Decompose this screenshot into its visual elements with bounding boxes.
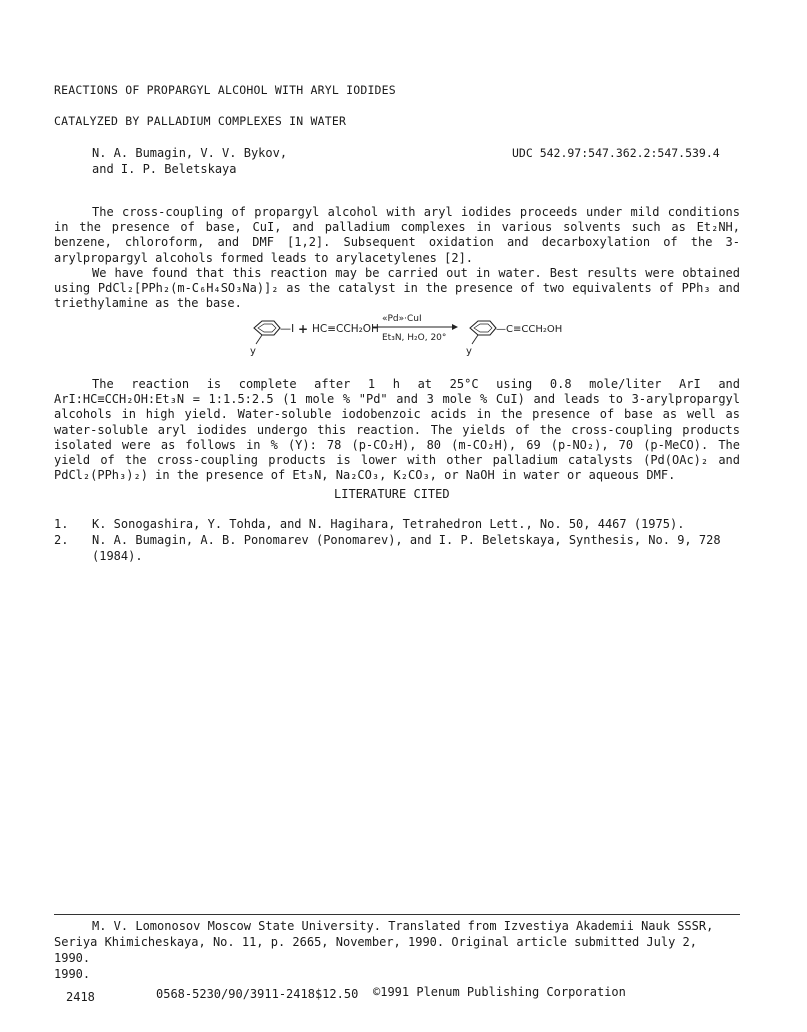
paragraph-3: The reaction is complete after 1 h at 25°C using 0.8 mole/liter ArI and ArI:HC≡CCH₂OH:Et₃N = 1:1.5:2.5 (1 mole % "Pd" and 3 mole % CuI) and leads to 3-arylpropargyl alcohols in high yield. Water-soluble iodobenzoic acids in the presence of base as well as water-soluble aryl iodides undergo this reaction. The yields of the cross-coupling products isolated were as follows in % (Y): 78 (p-CO₂H), 80 (m-CO₂H), 69 (p-NO₂), 70 (p-MeCO). The yield of the cross-coupling products is lower with other palladium catalysts (Pd(OAc)₂ and PdCl₂(PPh₃)₂) in the presence of Et₃N, Na₂CO₃, K₂CO₃, or NaOH in water or aqueous DMF. bbox=[54, 377, 740, 483]
article-title-line-2: CATALYZED BY PALLADIUM COMPLEXES IN WATER bbox=[54, 114, 347, 128]
literature-heading: LITERATURE CITED bbox=[334, 487, 450, 501]
udc-code: UDC 542.97:547.362.2:547.539.4 bbox=[512, 146, 720, 160]
catalyst-label: «Pd»·CuI bbox=[382, 314, 422, 324]
product-substituent: y bbox=[466, 346, 472, 357]
reference-text: N. A. Bumagin, A. B. Ponomarev (Ponomarev), and I. P. Beletskaya, Synthesis, No. 9, 728 (1984). bbox=[92, 533, 721, 563]
footnote-year-line: 1990. bbox=[54, 967, 91, 981]
affiliation-footnote: M. V. Lomonosov Moscow State University. Translated from Izvestiya Akademii Nauk SSSR, Seriya Khimicheskaya, No. 11, p. 2665, November, 1990. Original article submitted July 2, 1990. bbox=[54, 919, 714, 965]
article-title-line-1: REACTIONS OF PROPARGYL ALCOHOL WITH ARYL IODIDES bbox=[54, 83, 396, 97]
authors-line-2: and I. P. Beletskaya bbox=[92, 162, 237, 176]
footnote-divider bbox=[54, 914, 740, 915]
footnote-block bbox=[54, 918, 740, 982]
reaction-scheme bbox=[240, 310, 580, 360]
copyright-notice: ©1991 Plenum Publishing Corporation bbox=[373, 985, 626, 999]
body-paragraphs bbox=[54, 205, 740, 311]
reference-number: 1. bbox=[54, 517, 69, 531]
authors-line-1: N. A. Bumagin, V. V. Bykov, bbox=[92, 146, 288, 160]
reference-number: 2. bbox=[54, 533, 69, 547]
product-label: —C≡CCH₂OH bbox=[496, 324, 563, 335]
paragraph-1: The cross-coupling of propargyl alcohol with aryl iodides proceeds under mild conditions in the presence of base, CuI, and palladium complexes in various solvents such as Et₂NH, benzene, chloroform, and DMF [1,2]. Subsequent oxidation and decarboxylation of the 3-arylpropargyl alcohols formed leads to arylacetylenes [2]. bbox=[54, 205, 740, 265]
reference-text: K. Sonogashira, Y. Tohda, and N. Hagihara, Tetrahedron Lett., No. 50, 4467 (1975). bbox=[92, 517, 685, 531]
page-number: 2418 bbox=[66, 990, 95, 1004]
issn-code: 0568-5230/90/3911-2418$12.50 bbox=[156, 987, 359, 1001]
reference-item bbox=[0, 532, 807, 564]
reference-item bbox=[0, 516, 807, 532]
arrow-head-icon bbox=[452, 324, 458, 330]
body-paragraph-3-block bbox=[54, 377, 740, 483]
reactant-iodide-label: —I bbox=[280, 322, 295, 335]
propargyl-alcohol-label: HC≡CCH₂OH bbox=[312, 323, 379, 335]
benzene-ring-product bbox=[470, 321, 496, 344]
benzene-ring-reactant bbox=[254, 321, 280, 344]
reactant-substituent: y bbox=[250, 346, 256, 357]
conditions-label: Et₃N, H₂O, 20° bbox=[382, 333, 447, 343]
paragraph-2: We have found that this reaction may be carried out in water. Best results were obtained using PdCl₂[PPh₂(m-C₆H₄SO₃Na)]₂ as the catalyst in the presence of two equivalents of PPh₃ and triethylamine as the base. bbox=[54, 265, 740, 311]
plus-sign: + bbox=[298, 322, 309, 336]
